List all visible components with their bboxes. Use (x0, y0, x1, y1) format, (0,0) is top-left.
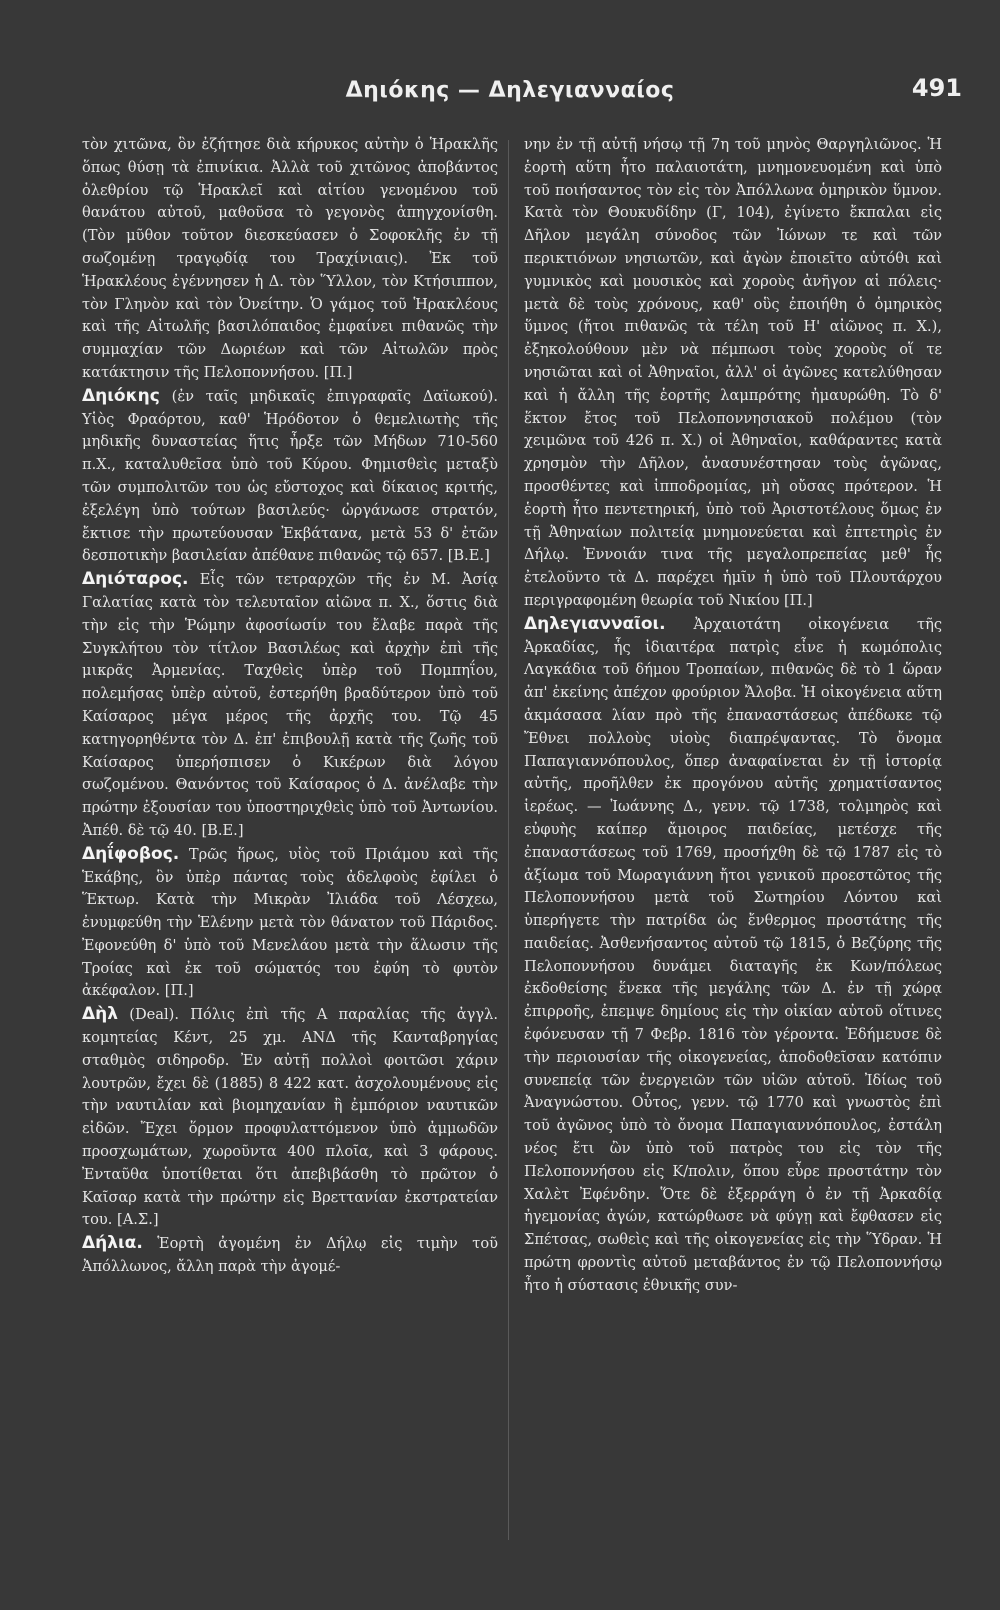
entry-deiokes (82, 385, 498, 568)
page-number: 491 (911, 74, 962, 102)
entry-headword: Δήλια. (82, 1233, 143, 1254)
entry-text: Ἑορτὴ ἀγομένη ἐν Δήλῳ εἰς τιμὴν τοῦ Ἀπόλλωνος, ἄλλη παρὰ τὴν ἀγομέ- (82, 1235, 499, 1276)
entry-headword: Δηλεγιανναῖοι. (524, 613, 666, 634)
entry-continuation (82, 134, 498, 385)
entry-deligiannaioi (524, 613, 942, 1298)
entry-headword: Δηΐφοβος. (82, 843, 180, 864)
left-column (82, 134, 498, 1279)
column-divider (508, 140, 509, 1540)
entry-delia (82, 1232, 498, 1279)
entry-text: νην ἐν τῇ αὐτῇ νήσῳ τῇ 7η τοῦ μηνὸς Θαργηλιῶνος. Ἡ ἑορτὴ αὕτη ἦτο παλαιοτάτη, μνημονευομένη καὶ ὑπὸ τοῦ ποιήσαντος τὸν εἰς τὸν Ἀπόλλωνα ὁμηρικὸν ὕμνον. Κατὰ τὸν Θουκυδίδην (Γ, 104), ἐγίνετο ἔκπαλαι εἰς Δῆλον μεγάλη σύνοδος τῶν Ἰώνων τε καὶ τῶν περικτιόνων νησιωτῶν, καὶ ἀγὼν ἐποιεῖτο αὐτόθι καὶ γυμνικὸς καὶ μουσικὸς καὶ χοροὺς ἀνῆγον αἱ πόλεις· μετὰ δὲ τοὺς χρόνους, καθ' οὓς ἐποιήθη ὁ ὁμηρικὸς ὕμνος (ἤτοι πιθανῶς τὰ τέλη τοῦ Η' αἰῶνος π. Χ.), ἐξηκολούθουν μὲν νὰ πέμπωσι τοὺς χοροὺς οἵ τε νησιῶται καὶ οἱ Ἀθηναῖοι, ἀλλ' οἱ ἀγῶνες κατελύθησαν καὶ ἡ ἄλλη τῆς ἑορτῆς λαμπρότης ἠμαυρώθη. Τὸ δ' ἕκτον ἔτος τοῦ Πελοποννησιακοῦ πολέμου (τὸν χειμῶνα τοῦ 426 π. Χ.) οἱ Ἀθηναῖοι, καθάραντες κατὰ χρησμὸν τὴν Δῆλον, ἀνασυνέστησαν τοὺς ἀγῶνας, προσθέντες καὶ ἱπποδρομίας, μὴ οὔσας πρότερον. Ἡ ἑορτὴ ἦτο πεντετηρική, ὑπὸ τοῦ Ἀριστοτέλους ὅμως ἐν τῇ Ἀθηναίων πολιτείᾳ μνημονεύεται καὶ ἐπτετηρὶς ἐν Δήλῳ. Ἐννοιάν τινα τῆς μεγαλοπρεπείας μεθ' ἧς ἐτελοῦντο τὰ Δ. παρέχει ἡμῖν ἡ ὑπὸ τοῦ Πλουτάρχου περιγραφομένη θεωρία τοῦ Νικίου [Π.] (524, 136, 942, 609)
right-column (524, 134, 942, 1298)
entry-headword: Δηιόκης (82, 385, 160, 406)
entry-text: (ἐν ταῖς μηδικαῖς ἐπιγραφαῖς Δαϊωκού). Υἱὸς Φραόρτου, καθ' Ἡρόδοτον ὁ θεμελιωτὴς τῆς μηδικῆς δυναστείας ἥτις ἦρξε τῶν Μήδων 710-560 π.Χ., καταλυθεῖσα ὑπὸ τοῦ Κύρου. Φημισθεὶς μεταξὺ τῶν συμπολιτῶν του ὡς εὔστοχος καὶ δίκαιος κριτής, ἐξελέγη ὑπὸ τούτων βασιλεύς· ὠργάνωσε στρατόν, ἔκτισε τὴν πρωτεύουσαν Ἐκβάτανα, μετὰ 53 δ' ἐτῶν δεσποτικὴν βασιλείαν ἀπέθανε πιθανῶς τῷ 657. [Β.Ε.] (82, 387, 498, 565)
entry-text: Ἀρχαιοτάτη οἰκογένεια τῆς Ἀρκαδίας, ἧς ἰδιαιτέρα πατρὶς εἶνε ἡ κωμόπολις Λαγκάδια τοῦ δήμου Τροπαίων, πιθανῶς δὲ τὸ 1 ὥραν ἀπ' ἐκείνης ἀπέχον φρούριον Ἄλοβα. Ἡ οἰκογένεια αὕτη ἀκμάσασα λίαν πρὸ τῆς ἐπαναστάσεως ἀπέδωκε τῷ Ἔθνει πολλοὺς υἱοὺς διαπρέψαντας. Τὸ ὄνομα Παπαγιαννόπουλος, ὅπερ ἀναφαίνεται ἐν τῇ ἱστορίᾳ αὐτῆς, προῆλθεν ἐκ προγόνου αὐτῆς χρηματίσαντος ἱερέως. — Ἰωάννης Δ., γενν. τῷ 1738, τολμηρὸς καὶ εὐφυὴς καίπερ ἄμοιρος παιδείας, μετέσχε τῆς ἐπαναστάσεως τοῦ 1769, προσήχθη δὲ τῷ 1787 εἰς τὸ ἀξίωμα τοῦ Μωραγιάννη ἤτοι γενικοῦ προεστῶτος τῆς Πελοποννήσου μετὰ τοῦ Σωτηρίου Λόντου καὶ ὑπερήγετε τὴν πατρίδα ὡς ἔνθερμος προστάτης τῆς παιδείας. Ἀσθενήσαντος αὐτοῦ τῷ 1815, ὁ Βεζύρης τῆς Πελοποννήσου δυνάμει διαταγῆς ἐκ Κων/πόλεως ἐκδοθείσης ἕνεκα τῆς μεγάλης τῶν Δ. ἐν τῇ χώρᾳ ἐπιρροῆς, ἐπεμψε δημίους εἰς τὴν οἰκίαν αὐτοῦ οἵτινες ἐφόνευσαν τῇ 7 Φεβρ. 1816 τὸν γέροντα. Ἐδήμευσε δὲ τὴν περιουσίαν τῆς οἰκογενείας, ἀποδοθεῖσαν κατόπιν συνεπείᾳ τῶν ἐνεργειῶν τῶν υἱῶν αὐτοῦ. Ἰδίως τοῦ Ἀναγνώστου. Οὗτος, γενν. τῷ 1770 καὶ γνωστὸς ἐπὶ τοῦ ἀγῶνος ὑπὸ τὸ ὄνομα Παπαγιαννόπουλος, ἐστάλη νέος ἔτι ὢν ὑπὸ τοῦ πατρὸς του εἰς τὸν τῆς Πελοποννήσου εἰς Κ/πολιν, ὅπου εὗρε προστάτην τὸν Χαλὲτ Ἐφένδην. Ὅτε δὲ ἐξερράγη ὁ ἐν τῇ Ἀρκαδίᾳ ἠγεμονίας ἀγών, κατώρθωσε νὰ φύγῃ καὶ ἔφθασεν εἰς Σπέτσας, σωθεὶς καὶ τῆς οἰκογενείας εἰς τὴν Ὕδραν. Ἡ πρώτη φροντὶς αὐτοῦ μεταβάντος ἐν τῷ Πελοποννήσῳ ἦτο ἡ σύστασις ἐθνικῆς συν- (524, 615, 943, 1294)
entry-text: (Deal). Πόλις ἐπὶ τῆς Α παραλίας τῆς ἀγγλ. κομητείας Κέντ, 25 χμ. ΑΝΔ τῆς Κανταβρηγίας σταθμὸς σιδηροδρ. Ἐν αὐτῇ πολλοὶ φοιτῶσι χάριν λουτρῶν, ἔχει δὲ (1885) 8 422 κατ. ἀσχολουμένους εἰς τὴν ναυτιλίαν καὶ βιομηχανίαν ἢ ἐμπόριον ναυτικῶν εἰδῶν. Ἔχει ὅρμον προφυλαττόμενον ὑπὸ ἀμμωδῶν προσχωμάτων, χωροῦντα 400 πλοῖα, καὶ 3 φάρους. Ἐνταῦθα ὑποτίθεται ὅτι ἀπεβιβάσθη τὸ πρῶτον ὁ Καῖσαρ κατὰ τὴν πρώτην εἰς Βρεττανίαν ἐκστρατείαν του. [Α.Σ.] (82, 1006, 498, 1229)
entry-text: Τρῶς ἥρως, υἱὸς τοῦ Πριάμου καὶ τῆς Ἑκάβης, ὃν ὑπὲρ πάντας τοὺς ἀδελφοὺς ἐφίλει ὁ Ἕκτωρ. Κατὰ τὴν Μικρὰν Ἰλιάδα τοῦ Λέσχεω, ἐνυμφεύθη τὴν Ἑλένην μετὰ τὸν θάνατον τοῦ Πάριδος. Ἐφονεύθη δ' ὑπὸ τοῦ Μενελάου μετὰ τὴν ἅλωσιν τῆς Τροίας καὶ ἐκ τοῦ σώματός του ἐφύη τὸ φυτὸν ἀκέφαλον. [Π.] (82, 845, 498, 1000)
running-head (0, 74, 1000, 114)
entry-deiotaros (82, 568, 498, 843)
entry-text: τὸν χιτῶνα, ὃν ἐζήτησε διὰ κήρυκος αὐτὴν ὁ Ἡρακλῆς ὅπως θύσῃ τὰ ἐπινίκια. Ἀλλὰ τοῦ χιτῶνος ἀποβάντος ὀλεθρίου τῷ Ἡρακλεῖ καὶ αἰτίου γενομένου τοῦ θανάτου αὐτοῦ, μαθοῦσα τὸ γεγονὸς ἀπηγχονίσθη. (Τὸν μῦθον τοῦτον διεσκεύασεν ὁ Σοφοκλῆς ἐν τῇ σωζομένῃ τραγῳδίᾳ του Τραχίνιαις). Ἐκ τοῦ Ἡρακλέους ἐγέννησεν ἡ Δ. τὸν Ὕλλον, τὸν Κτήσιππον, τὸν Γληνὸν καὶ τὸν Ὀνείτην. Ὁ γάμος τοῦ Ἡρακλέους καὶ τῆς Αἰτωλῆς βασιλόπαιδος ἐμφαίνει πιθανῶς τὴν συμμαχίαν τῶν Δωριέων καὶ τῶν Αἰτωλῶν πρὸς κατάκτησιν τῆς Πελοποννήσου. [Π.] (82, 136, 498, 381)
entry-deal (82, 1003, 498, 1232)
entry-text: Εἷς τῶν τετραρχῶν τῆς ἐν Μ. Ἀσίᾳ Γαλατίας κατὰ τὸν τελευταῖον αἰῶνα π. Χ., ὅστις διὰ τὴν εἰς τὴν Ῥώμην ἀφοσίωσίν του ἔλαβε παρὰ τῆς Συγκλήτου τὸν τίτλον Βασιλέως καὶ ἀρχὴν ἐπὶ τῆς μικρᾶς Ἀρμενίας. Ταχθεὶς ὑπὲρ τοῦ Πομπηΐου, πολεμήσας ὑπὲρ αὐτοῦ, ἐστερήθη βραδύτερον ὑπὸ τοῦ Καίσαρος μέγα μέρος τῆς ἀρχῆς του. Τῷ 45 κατηγορηθέντα τὸν Δ. ἐπ' ἐπιβουλῇ κατὰ τῆς ζωῆς τοῦ Καίσαρος ὑπερήσπισεν ὁ Κικέρων διὰ λόγου σωζομένου. Θανόντος τοῦ Καίσαρος ὁ Δ. ἀνέλαβε τὴν πρώτην ἐξουσίαν του ὑποστηριχθεὶς ὑπὸ τοῦ Ἀντωνίου. Ἀπέθ. δὲ τῷ 40. [Β.Ε.] (82, 571, 499, 839)
entry-deiphobos (82, 843, 498, 1004)
entry-continuation (524, 134, 942, 613)
page-title: Δηιόκης — Δηλεγιανναίος (345, 78, 675, 103)
entry-headword: Δὴλ (82, 1004, 119, 1025)
entry-headword: Δηιόταρος. (82, 569, 189, 590)
